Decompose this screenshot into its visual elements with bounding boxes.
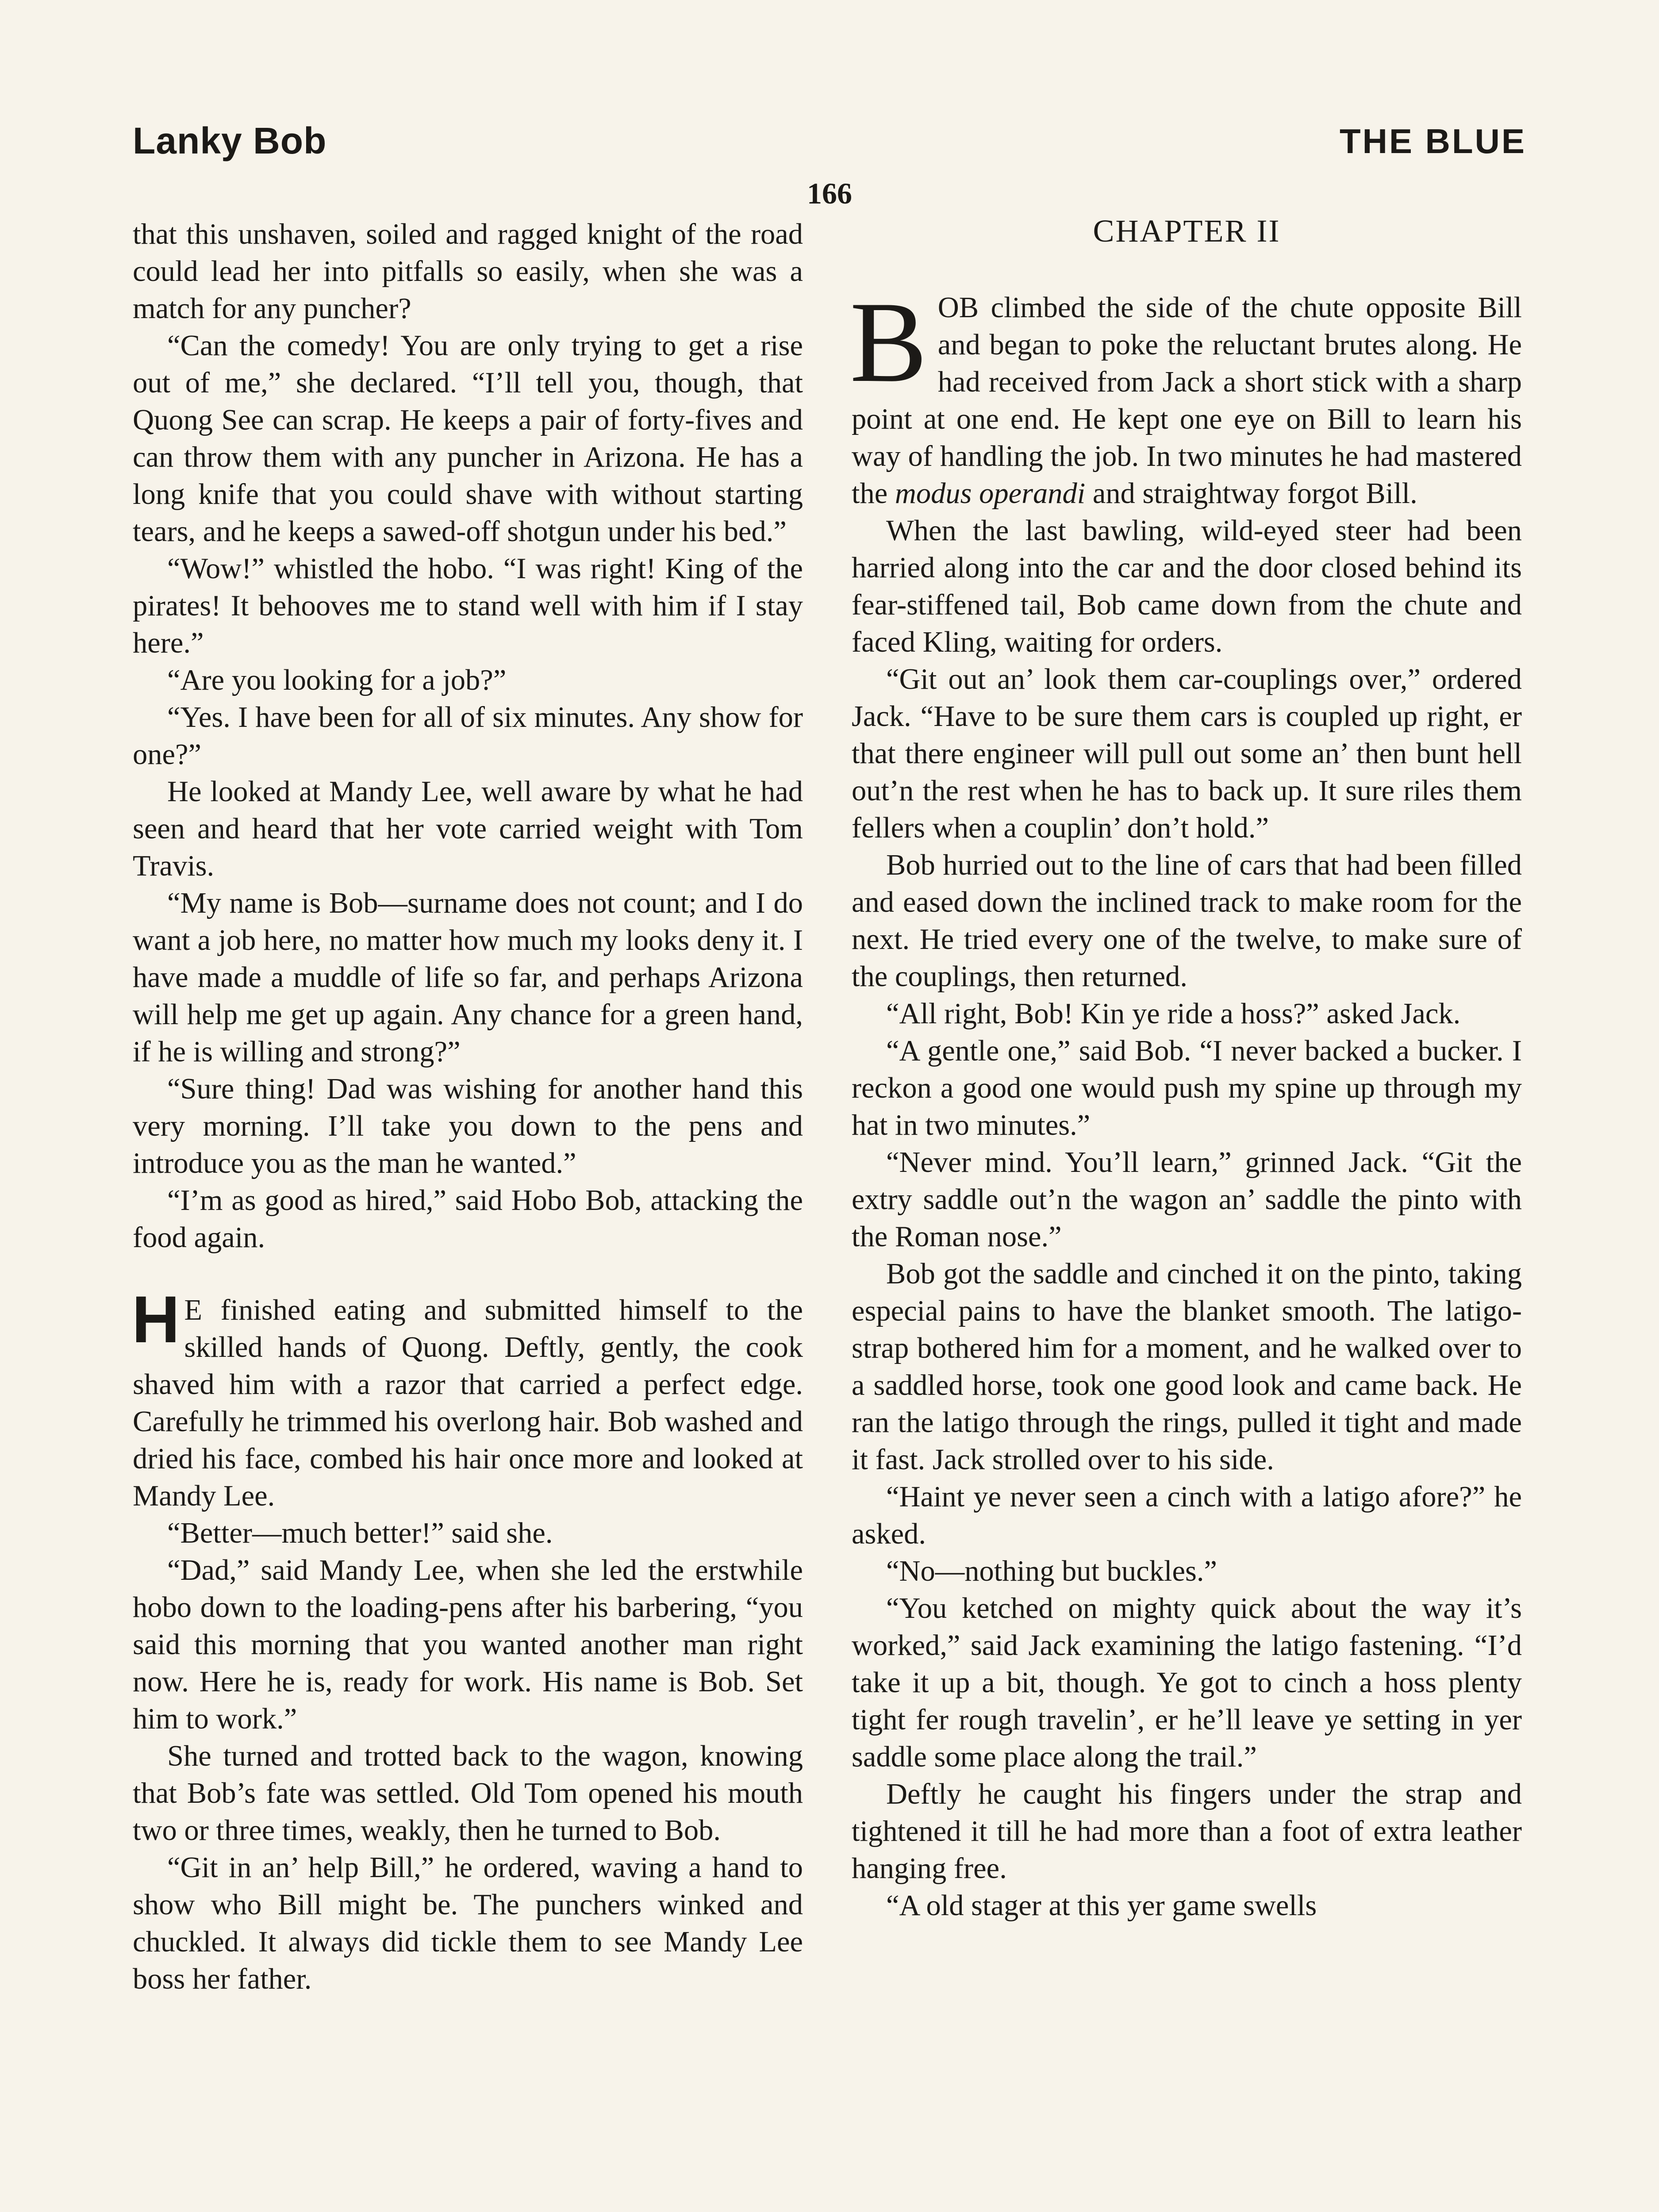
- paragraph: “Git out an’ look them car-couplings over,” ordered Jack. “Have to be sure them cars is coupled up right, er that there engineer will pull out some an’ then bunt hell out’n the rest when he has to back up. It sure riles them fellers when a couplin’ don’t hold.”: [852, 663, 1522, 844]
- paragraph: “Yes. I have been for all of six minutes. Any show for one?”: [133, 701, 803, 771]
- page-number: 166: [807, 177, 852, 210]
- drop-cap: B: [850, 278, 927, 406]
- paragraph: “Are you looking for a job?”: [167, 664, 507, 696]
- paragraph: “Never mind. You’ll learn,” grinned Jack. “Git the extry saddle out’n the wagon an’ saddle the pinto with the Roman nose.”: [852, 1146, 1522, 1253]
- paragraph: “Dad,” said Mandy Lee, when she led the erstwhile hobo down to the loading-pens after his barbering, “you said this morning that you wanted another man right now. Here he is, ready for work. His name is Bob. Set him to work.”: [133, 1554, 803, 1735]
- paragraph: Bob hurried out to the line of cars that had been filled and eased down the inclined track to make room for the next. He tried every one of the twelve, to make sure of the couplings, then returned.: [852, 849, 1522, 993]
- paragraph: “I’m as good as hired,” said Hobo Bob, attacking the food again.: [133, 1184, 803, 1254]
- paragraph: that this unshaven, soiled and ragged knight of the road could lead her into pitfalls so easily, when she was a match for any puncher?: [133, 218, 803, 325]
- paragraph-text: OB climbed the side of the chute opposite Bill and began to poke the reluctant brutes along. He had received from Jack a short stick with a sharp point at one end. He kept one eye on Bill to learn his way of handling the job. In two minutes he had mastered the: [852, 292, 1522, 510]
- paragraph: “All right, Bob! Kin ye ride a hoss?” asked Jack.: [886, 998, 1461, 1030]
- paragraph-text: and straightway forgot Bill.: [1085, 477, 1417, 510]
- running-head-magazine-title: THE BLUE: [1340, 122, 1526, 161]
- left-column: [133, 216, 803, 1998]
- paragraph-text: E finished eating and submitted himself to the skilled hands of Quong. Deftly, gently, the cook shaved him with a razor that carried a perfect edge. Carefully he trimmed his overlong hair. Bob washed and dried his face, combed his hair once more and looked at Mandy Lee.: [133, 1294, 803, 1512]
- running-head-story-title: Lanky Bob: [133, 120, 327, 161]
- paragraph: “Haint ye never seen a cinch with a latigo afore?” he asked.: [852, 1481, 1522, 1550]
- paragraph: He looked at Mandy Lee, well aware by what he had seen and heard that her vote carried weight with Tom Travis.: [133, 776, 803, 882]
- right-column: [852, 212, 1522, 1924]
- chapter-opening-paragraph: [850, 278, 1522, 512]
- italic-phrase: modus operandi: [895, 477, 1086, 510]
- paragraph: She turned and trotted back to the wagon, knowing that Bob’s fate was settled. Old Tom opened his mouth two or three times, weakly, then he turned to Bob.: [133, 1740, 803, 1847]
- drop-cap: H: [132, 1282, 180, 1356]
- paragraph: “You ketched on mighty quick about the way it’s worked,” said Jack examining the latigo fastening. “I’d take it up a bit, though. Ye got to cinch a hoss plenty tight fer rough travelin’, er he’ll leave ye setting in yer saddle some place along the trail.”: [852, 1592, 1522, 1773]
- section-opening-paragraph: [132, 1282, 803, 1515]
- section-break: [133, 1256, 803, 1292]
- paragraph: “Git in an’ help Bill,” he ordered, waving a hand to show who Bill might be. The punchers winked and chuckled. It always did tickle them to see Mandy Lee boss her father.: [133, 1851, 803, 1995]
- paragraph: “Wow!” whistled the hobo. “I was right! King of the pirates! It behooves me to stand well with him if I stay here.”: [133, 553, 803, 659]
- paragraph: “Sure thing! Dad was wishing for another hand this very morning. I’ll take you down to the pens and introduce you as the man he wanted.”: [133, 1073, 803, 1179]
- paragraph: When the last bawling, wild-eyed steer had been harried along into the car and the door closed behind its fear-stiffened tail, Bob came down from the chute and faced Kling, waiting for orders.: [852, 515, 1522, 658]
- paragraph: Bob got the saddle and cinched it on the pinto, taking especial pains to have the blanket smooth. The latigo-strap bothered him for a moment, and he walked over to a saddled horse, took one good look and came back. He ran the latigo through the rings, pulled it tight and made it fast. Jack strolled over to his side.: [852, 1258, 1522, 1476]
- paragraph: Deftly he caught his fingers under the strap and tightened it till he had more than a foot of extra leather hanging free.: [852, 1778, 1522, 1885]
- paragraph: “No—nothing but buckles.”: [886, 1555, 1217, 1587]
- chapter-heading: CHAPTER II: [1093, 213, 1281, 249]
- paragraph: “A gentle one,” said Bob. “I never backed a bucker. I reckon a good one would push my spine up through my hat in two minutes.”: [852, 1035, 1522, 1141]
- paragraph: “A old stager at this yer game swells: [886, 1889, 1317, 1922]
- paragraph: “Better—much better!” said she.: [167, 1517, 553, 1549]
- paragraph: “Can the comedy! You are only trying to get a rise out of me,” she declared. “I’ll tell you, though, that Quong See can scrap. He keeps a pair of forty-fives and can throw them with any puncher in Arizona. He has a long knife that you could shave with without starting tears, and he keeps a sawed-off shotgun under his bed.”: [133, 330, 803, 548]
- paragraph: “My name is Bob—surname does not count; and I do want a job here, no matter how much my looks deny it. I have made a muddle of life so far, and perhaps Arizona will help me get up again. Any chance for a green hand, if he is willing and strong?”: [133, 887, 803, 1068]
